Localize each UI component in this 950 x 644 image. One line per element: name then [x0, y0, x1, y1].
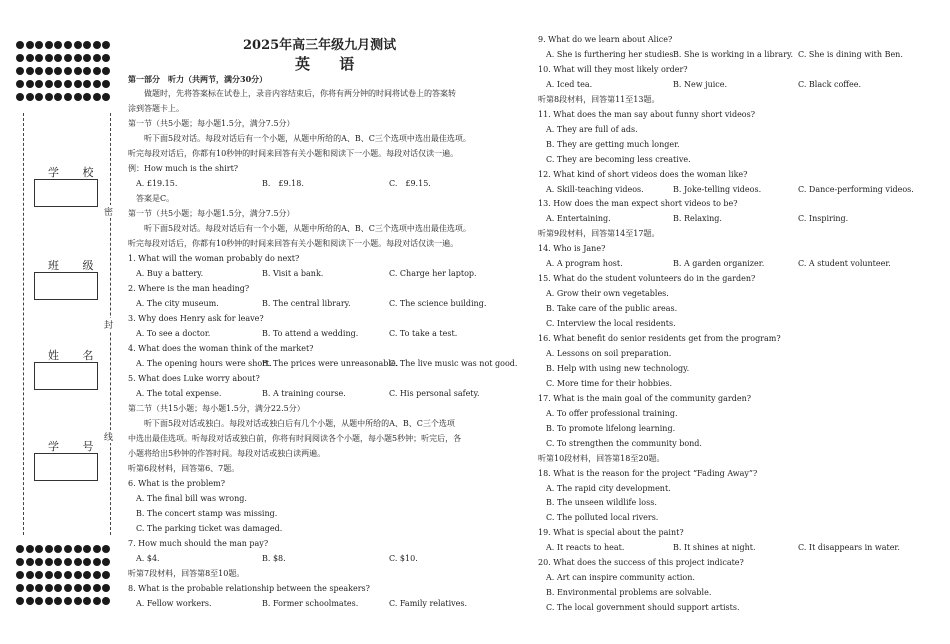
text-line: B. Environmental problems are solvable.: [538, 588, 712, 598]
text-line: 第一节（共5小题；每小题1.5分，满分7.5分）: [128, 119, 295, 128]
dot-icon: [54, 93, 62, 101]
text-line: 听完每段对话后，你都有10秒钟的时间来回答有关小题和阅读下一小题。每段对话仅读一遍。: [128, 149, 459, 158]
answer-option: C. Family relatives.: [389, 599, 468, 608]
text-line: 涂到答题卡上。: [128, 104, 184, 113]
text-line: A. To offer professional training.: [538, 408, 678, 418]
dot-band-bottom: [16, 538, 114, 603]
text-line: B. Take care of the public areas.: [538, 304, 678, 314]
seal-char: 线: [104, 430, 113, 443]
dashed-cut-line-left: [23, 113, 24, 535]
text-line: 听第8段材料，回答第11至13题。: [538, 94, 660, 104]
text-line: 19. What is special about the paint?: [538, 528, 684, 538]
school-field[interactable]: [34, 179, 98, 207]
text-line: A. They are full of ads.: [538, 124, 638, 134]
text-line: A. Skill-teaching videos.: [538, 184, 644, 194]
text-line: 11. What does the man say about funny short videos?: [538, 109, 756, 119]
answer-option: B. Former schoolmates.: [262, 599, 359, 608]
text-line: A. The city museum.: [128, 299, 219, 308]
text-line: 听下面5段对话。每段对话后有一个小题，从题中所给的A、B、C三个选项中选出最佳选项。: [128, 224, 471, 233]
answer-option: C. $10.: [389, 554, 418, 563]
answer-option: C. She is dining with Ben.: [798, 49, 903, 59]
dot-icon: [35, 597, 43, 605]
text-line: A. The total expense.: [128, 389, 222, 398]
answer-option: C. A student volunteer.: [798, 259, 891, 269]
answer-option: B. Visit a bank.: [262, 269, 324, 278]
dot-row: [16, 73, 114, 86]
text-line: A. Lessons on soil preparation.: [538, 348, 672, 358]
answer-option: B. A training course.: [262, 389, 346, 398]
answer-option: C. £9.15.: [389, 179, 431, 188]
dot-icon: [16, 93, 24, 101]
text-line: A. Fellow workers.: [128, 599, 212, 608]
answer-option: B. The prices were unreasonable.: [262, 359, 399, 368]
answer-option: B. The central library.: [262, 299, 351, 308]
answer-option: C. The science building.: [389, 299, 487, 308]
text-line: B. To promote lifelong learning.: [538, 423, 676, 433]
text-line: C. The polluted local rivers.: [538, 513, 659, 523]
answer-option: B. New juice.: [673, 79, 728, 89]
dot-icon: [93, 93, 101, 101]
dot-icon: [45, 597, 53, 605]
text-line: A. She is furthering her studies.: [538, 49, 677, 59]
text-line: C. The parking ticket was damaged.: [128, 524, 283, 533]
text-line: B. Help with using new technology.: [538, 363, 690, 373]
text-line: C. They are becoming less creative.: [538, 154, 691, 164]
dot-row: [16, 577, 114, 590]
answer-option: C. Charge her laptop.: [389, 269, 477, 278]
student-id-label: 学 号: [48, 440, 104, 453]
dot-band-top: [16, 34, 114, 99]
dot-row: [16, 564, 114, 577]
seal-char: 封: [104, 318, 113, 331]
text-line: 15. What do the student volunteers do in the garden?: [538, 274, 756, 284]
answer-option: B. Joke-telling videos.: [673, 184, 762, 194]
text-line: A. The rapid city development.: [538, 483, 671, 493]
dot-icon: [83, 93, 91, 101]
text-line: A. The opening hours were short.: [128, 359, 272, 368]
text-line: 第一部分 听力（共两节，满分30分）: [128, 74, 268, 84]
seal-char: 密: [104, 205, 113, 218]
text-line: B. The concert stamp was missing.: [128, 509, 278, 518]
dot-row: [16, 34, 114, 47]
dot-icon: [102, 597, 110, 605]
text-line: 14. Who is Jane?: [538, 244, 606, 254]
dot-icon: [45, 93, 53, 101]
dot-icon: [16, 597, 24, 605]
class-field[interactable]: [34, 272, 98, 300]
text-line: 2. Where is the man heading?: [128, 284, 250, 293]
text-line: 做题时，先将答案标在试卷上，录音内容结束后，你将有两分钟的时间将试卷上的答案转: [128, 89, 456, 98]
text-line: A. To see a doctor.: [128, 329, 211, 338]
dot-row: [16, 47, 114, 60]
text-line: 听第10段材料，回答第18至20题。: [538, 453, 665, 463]
answer-option: C. His personal safety.: [389, 389, 480, 398]
text-line: 答案是C。: [128, 194, 175, 203]
text-line: B. They are getting much longer.: [538, 139, 680, 149]
dot-row: [16, 538, 114, 551]
text-line: 例：How much is the shirt?: [128, 164, 239, 173]
text-line: C. More time for their hobbies.: [538, 378, 672, 388]
text-line: C. To strengthen the community bond.: [538, 438, 702, 448]
text-line: 听第7段材料，回答第8至10题。: [128, 569, 245, 578]
text-line: 5. What does Luke worry about?: [128, 374, 260, 383]
text-line: A. Iced tea.: [538, 79, 593, 89]
text-line: B. The unseen wildlife loss.: [538, 498, 657, 508]
answer-option: B. £9.18.: [262, 179, 304, 188]
text-line: 20. What does the success of this project indicate?: [538, 558, 744, 568]
dot-icon: [83, 597, 91, 605]
text-line: 听第6段材料，回答第6、7题。: [128, 464, 240, 473]
answer-option: B. She is working in a library.: [673, 49, 794, 59]
text-line: 7. How much should the man pay?: [128, 539, 269, 548]
text-line: A. $4.: [128, 554, 160, 563]
text-line: 17. What is the main goal of the community garden?: [538, 393, 752, 403]
text-line: A. A program host.: [538, 259, 623, 269]
dot-row: [16, 590, 114, 603]
text-line: 听下面5段对话或独白。每段对话或独白后有几个小题，从题中所给的A、B、C三个选项: [128, 419, 455, 428]
text-line: 9. What do we learn about Alice?: [538, 35, 673, 44]
text-line: 1. What will the woman probably do next?: [128, 254, 300, 263]
text-line: 18. What is the reason for the project “Fading Away”?: [538, 468, 758, 478]
dot-icon: [74, 597, 82, 605]
school-label: 学 校: [48, 166, 104, 179]
name-field[interactable]: [34, 362, 98, 390]
answer-option: C. Dance-performing videos.: [798, 184, 914, 194]
dot-row: [16, 60, 114, 73]
text-line: 第一节（共5小题；每小题1.5分，满分7.5分）: [128, 209, 295, 218]
dot-icon: [64, 93, 72, 101]
answer-option: C. The live music was not good.: [389, 359, 518, 368]
text-line: A. Art can inspire community action.: [538, 573, 695, 583]
dot-icon: [74, 93, 82, 101]
text-line: 4. What does the woman think of the market?: [128, 344, 314, 353]
answer-option: B. Relaxing.: [673, 214, 722, 224]
dot-icon: [35, 93, 43, 101]
text-line: 第二节（共15小题；每小题1.5分，满分22.5分）: [128, 404, 305, 413]
text-line: 10. What will they most likely order?: [538, 64, 688, 74]
answer-option: B. It shines at night.: [673, 543, 756, 553]
text-line: A. Grow their own vegetables.: [538, 289, 669, 299]
answer-option: B. $8.: [262, 554, 286, 563]
text-line: 3. Why does Henry ask for leave?: [128, 314, 264, 323]
dot-icon: [93, 597, 101, 605]
text-line: C. The local government should support artists.: [538, 603, 740, 613]
dot-icon: [26, 93, 34, 101]
text-line: A. £19.15.: [128, 179, 178, 188]
text-line: 听完每段对话后，你都有10秒钟的时间来回答有关小题和阅读下一小题。每段对话仅读一遍。: [128, 239, 459, 248]
exam-subject: 英 语: [295, 55, 367, 73]
dot-icon: [54, 597, 62, 605]
dot-row: [16, 86, 114, 99]
answer-option: B. To attend a wedding.: [262, 329, 359, 338]
text-line: C. Interview the local residents.: [538, 319, 676, 329]
text-line: 12. What kind of short videos does the woman like?: [538, 169, 748, 179]
answer-option: C. To take a test.: [389, 329, 458, 338]
answer-option: C. It disappears in water.: [798, 543, 900, 553]
text-line: 13. How does the man expect short videos to be?: [538, 199, 738, 209]
text-line: 6. What is the problem?: [128, 479, 225, 488]
dot-icon: [102, 93, 110, 101]
dot-row: [16, 551, 114, 564]
answer-option: C. Inspiring.: [798, 214, 849, 224]
text-line: 16. What benefit do senior residents get from the program?: [538, 334, 781, 343]
text-line: A. Buy a battery.: [128, 269, 204, 278]
text-line: A. It reacts to heat.: [538, 543, 625, 553]
text-line: 听下面5段对话。每段对话后有一个小题，从题中所给的A、B、C三个选项中选出最佳选项。: [128, 134, 471, 143]
student-id-field[interactable]: [34, 453, 98, 481]
text-line: A. The final bill was wrong.: [128, 494, 247, 503]
answer-option: C. Black coffee.: [798, 79, 861, 89]
text-line: 8. What is the probable relationship between the speakers?: [128, 584, 370, 593]
class-label: 班 级: [48, 259, 104, 272]
dot-icon: [64, 597, 72, 605]
text-line: 听第9段材料，回答第14至17题。: [538, 229, 660, 239]
text-line: 小题将给出5秒钟的作答时间。每段对话或独白读两遍。: [128, 449, 326, 458]
dot-icon: [26, 597, 34, 605]
text-line: 中选出最佳选项。听每段对话或独白前，你将有时间阅读各个小题，每小题5秒钟；听完后，各: [128, 434, 462, 443]
exam-title: 2025年高三年级九月测试: [243, 38, 397, 53]
text-line: A. Entertaining.: [538, 214, 611, 224]
answer-option: B. A garden organizer.: [673, 259, 765, 269]
name-label: 姓 名: [48, 349, 104, 362]
